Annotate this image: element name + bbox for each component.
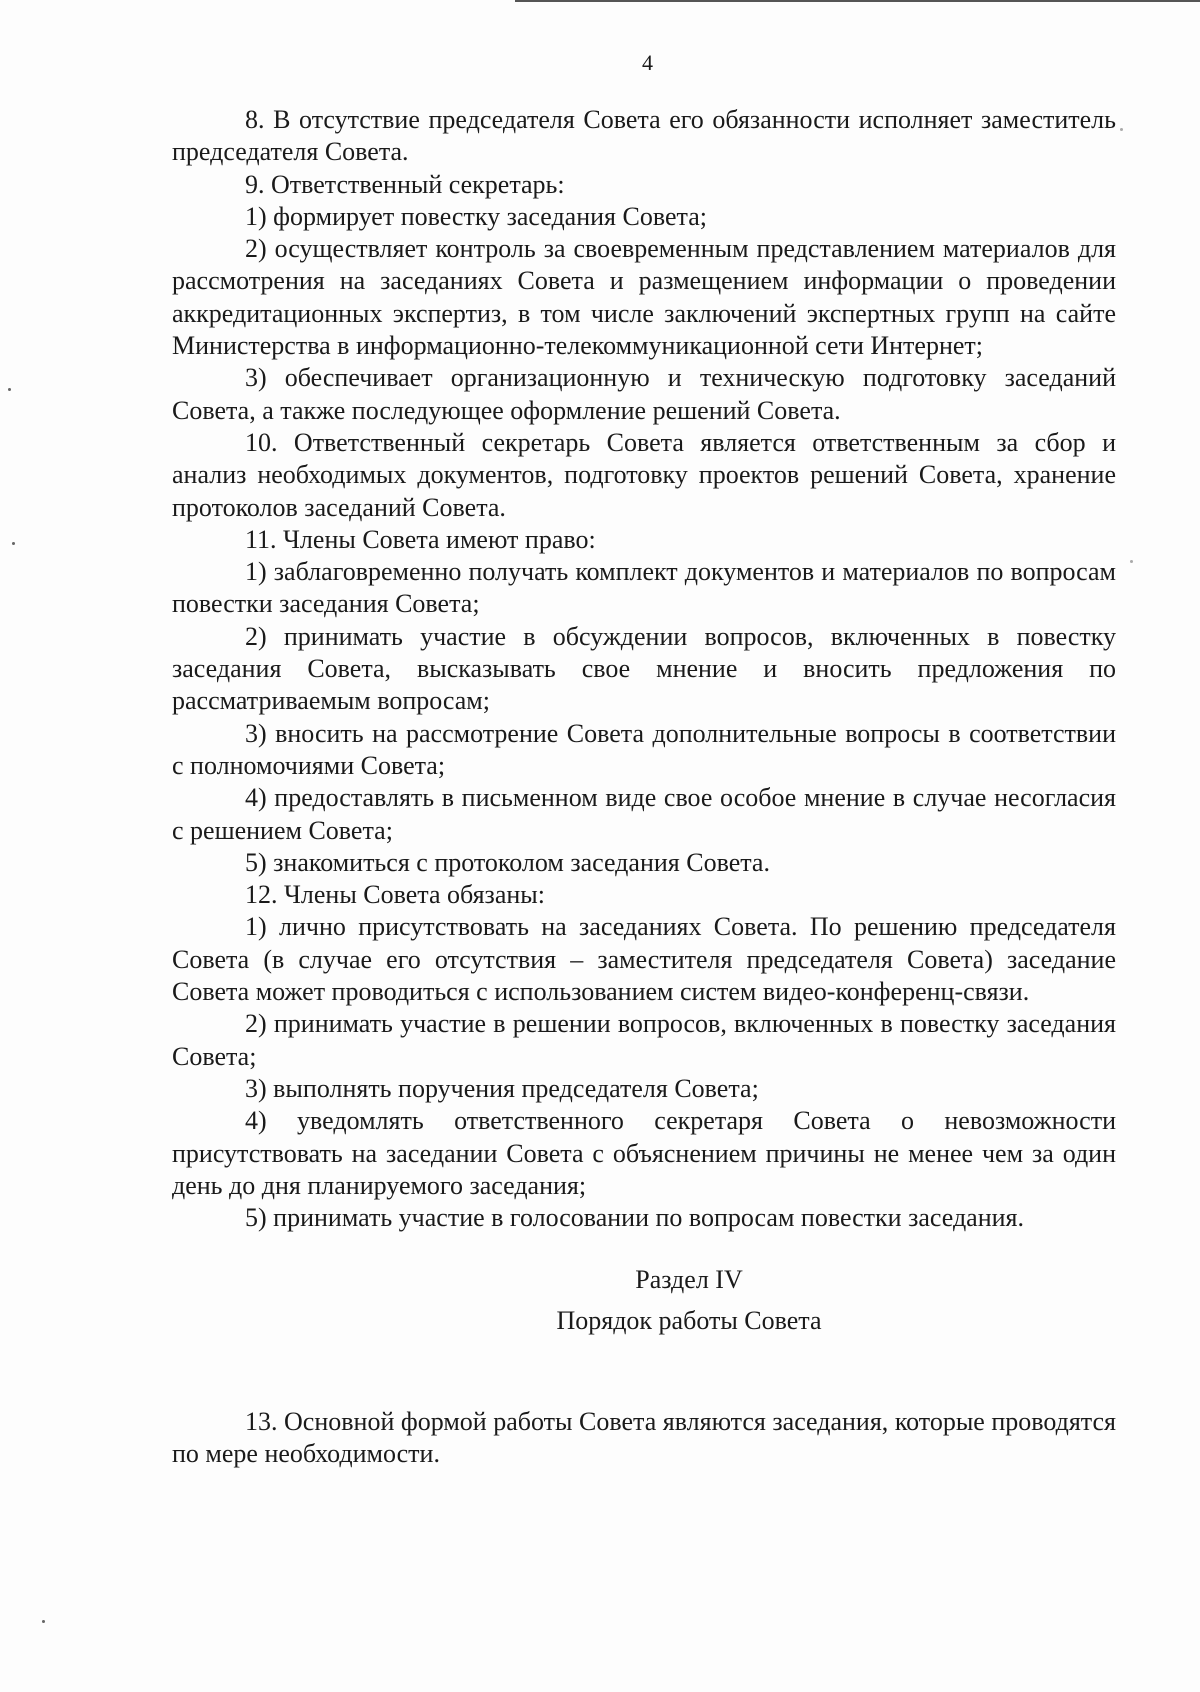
- scan-speck: [12, 542, 15, 545]
- paragraph-12-item-5: 5) принимать участие в голосовании по вопросам повестки заседания.: [245, 1203, 1024, 1233]
- paragraph-12: 12. Члены Совета обязаны:: [245, 880, 545, 910]
- scan-speck: [1130, 560, 1133, 563]
- paragraph-9-item-1: 1) формирует повестку заседания Совета;: [245, 201, 707, 231]
- paragraph-11: 11. Члены Совета имеют право:: [245, 524, 596, 554]
- scan-speck: [42, 1620, 45, 1623]
- document-body: [172, 104, 1116, 1471]
- paragraph-11-item-4: 4) предоставлять в письменном виде свое особое мнение в случае несогласия с решением Совета;: [172, 783, 1116, 845]
- paragraph-9-item-3: 3) обеспечивает организационную и техническую подготовку заседаний Совета, а также последующее оформление решений Совета.: [172, 363, 1116, 425]
- paragraph-11-item-3: 3) вносить на рассмотрение Совета дополнительные вопросы в соответствии с полномочиями Совета;: [172, 718, 1116, 780]
- paragraph-12-item-4: 4) уведомлять ответственного секретаря Совета о невозможности присутствовать на заседании Совета с объяснением причины не менее чем за один день до дня планируемого заседания;: [172, 1106, 1116, 1200]
- paragraph-12-item-2: 2) принимать участие в решении вопросов, включенных в повестку заседания Совета;: [172, 1009, 1116, 1071]
- paragraph-12-item-3: 3) выполнять поручения председателя Совета;: [245, 1073, 759, 1103]
- paragraph-11-item-5: 5) знакомиться с протоколом заседания Совета.: [245, 847, 770, 877]
- section-title: Порядок работы Совета: [556, 1305, 822, 1335]
- scan-speck: [8, 388, 11, 391]
- paragraph-11-item-1: 1) заблаговременно получать комплект документов и материалов по вопросам повестки заседания Совета;: [172, 557, 1116, 619]
- paragraph-9-item-2: 2) осуществляет контроль за своевременным представлением материалов для рассмотрения на заседаниях Совета и размещением информации о проведении аккредитационных экспертиз, в том числе заключений экспертных групп на сайте Министерства в информационно-телекоммуникационной сети Интернет;: [172, 234, 1116, 361]
- paragraph-12-item-1: 1) лично присутствовать на заседаниях Совета. По решению председателя Совета (в случае его отсутствия – заместителя председателя Совета) заседание Совета может проводиться с использованием систем видео-конференц-связи.: [172, 912, 1116, 1007]
- paragraph-8: 8. В отсутствие председателя Совета его обязанности исполняет заместитель председателя Совета.: [172, 105, 1116, 167]
- paragraph-9: 9. Ответственный секретарь:: [245, 169, 565, 199]
- paragraph-10: 10. Ответственный секретарь Совета является ответственным за сбор и анализ необходимых документов, подготовку проектов решений Совета, хранение протоколов заседаний Совета.: [172, 427, 1116, 522]
- paragraph-13: 13. Основной формой работы Совета являются заседания, которые проводятся по мере необходимости.: [172, 1406, 1116, 1469]
- top-border-line: [515, 0, 1200, 2]
- page-number: 4: [642, 50, 653, 75]
- scan-speck: [1120, 128, 1123, 131]
- section-heading: Раздел IV: [635, 1265, 743, 1295]
- paragraph-11-item-2: 2) принимать участие в обсуждении вопросов, включенных в повестку заседания Совета, высказывать свое мнение и вносить предложения по рассматриваемым вопросам;: [172, 621, 1116, 716]
